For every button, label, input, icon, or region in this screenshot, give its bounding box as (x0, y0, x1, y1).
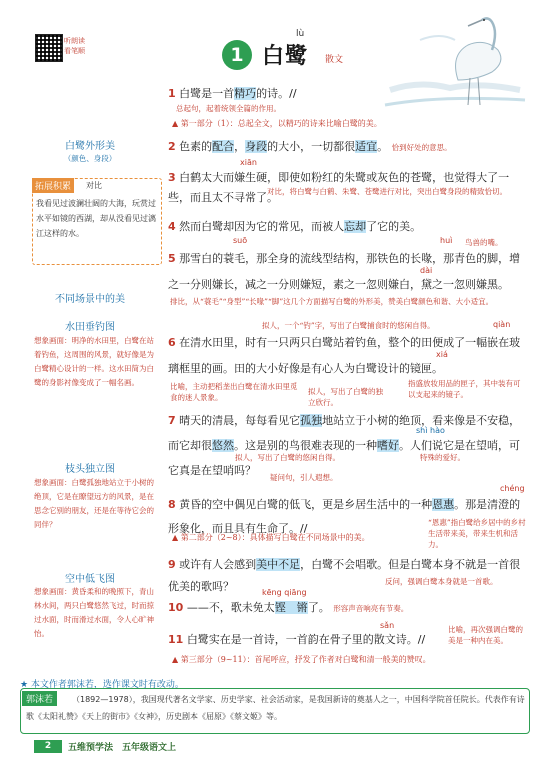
paragraph-number: 5 (168, 252, 176, 265)
paragraph-number: 11 (168, 633, 184, 646)
qr-caption (64, 36, 85, 56)
text: 的大小，一切都很 (267, 140, 356, 153)
scene3-note: 想象画面：黄昏柔和的晚照下，青山林水间，两只白鹭悠然飞过，时而掠过水面，时而滑过水面，令人心旷神怡。 (34, 587, 154, 638)
section-3-summary: ▲ 第三部分（9~11）：首尾呼应，抒发了作者对白鹭和清一般美的赞叹。 (172, 655, 431, 664)
paragraph-5 (168, 246, 528, 298)
highlight: 孤独 (300, 414, 323, 427)
paragraph-7 (168, 408, 528, 483)
paragraph-number: 7 (168, 414, 176, 427)
annotation-p5-hui: 鸟兽的嘴。 (465, 238, 503, 247)
text: 了它的美。 (366, 220, 422, 233)
scene1-heading: 水田垂钓图 (65, 322, 115, 333)
text: ——不，歌未免太 (186, 601, 275, 614)
author-bio-text: （1892—1978），我国现代著名文学家、历史学家、社会活动家，是我国新诗的奠基人之一，中国科学院首任院长。代表作有诗歌《太阳礼赞》《天上的街市》《女神》，历史剧本《屈原》《蔡文姬》等。 (26, 695, 525, 721)
text: 色素的 (179, 140, 213, 153)
appearance-heading: 白鹭外形美 (65, 141, 115, 152)
highlight: 身段 (245, 140, 268, 153)
scene3-heading: 空中低飞图 (65, 574, 115, 585)
appearance-subheading: （颜色、身段） (63, 154, 117, 163)
paragraph-2 (168, 138, 528, 155)
paragraph-11 (168, 631, 438, 648)
pinyin-p6-qian: qiàn (493, 320, 511, 329)
annotation-p6-left: 比喻，主动把稻垄出白鹭在清水田里觅食的迷人景象。 (170, 382, 298, 402)
paragraph-number: 8 (168, 498, 176, 511)
genre-label: 散文 (325, 55, 344, 65)
text: 黄昏的空中偶见白鹭的低飞，更是乡居生活中的一种 (179, 498, 433, 511)
text: 。这是别的鸟很难表现的一种 (234, 439, 377, 452)
text: 白鹭是一首 (179, 87, 235, 100)
qr-caption-strokes: 看笔顺 (64, 47, 85, 55)
text: 那雪白的蓑毛，那全身的流线型结构，那铁色的长喙，那青色的脚，增之一分则嫌长，减之一分则嫌短，素之一忽则嫌白，黛之一忽则嫌黑。 (168, 252, 521, 291)
highlight: 恩惠 (432, 498, 455, 511)
section-2-summary: ▲ 第二部分（2~8）：具体描写白鹭在不同场景中的美。 (172, 533, 370, 542)
annotation-p10: 形容声音响亮有节奏。 (333, 604, 409, 613)
annotation-p1: 总起句，起着统领全篇的作用。 (176, 104, 281, 113)
text: 在清水田里，时有一只两只白鹭站着钓鱼，整个的田便成了一幅嵌在玻璃框里的画。田的大小好像是有心人为白鹭设计的镜匣。 (168, 336, 521, 375)
pinyin-p10: kēng qiāng (262, 588, 307, 597)
annotation-p5: 排比，从“蓑毛”“身型”“长喙”“脚”这几个方面描写白鹭的外形美，赞美白鹭颜色和谐、大小适宜。 (170, 297, 494, 306)
text: 白鹭实在是一首诗，一首韵在骨子里的散文诗。// (186, 633, 426, 646)
author-note: ★ 本文作者郭沫若，选作课文时有改动。 (20, 680, 184, 690)
highlight: 精巧 (234, 87, 257, 100)
scene1-note: 想象画面：明净的水田里，白鹭在站着钓鱼，这周围的风景，就好像是为白鹭精心设计的一样。这水田简为白鹭的身影衬像变成了一幅名画。 (34, 336, 154, 387)
extension-subtitle: 对比 (86, 181, 102, 190)
pinyin-p7: shì hào (416, 426, 445, 435)
text: 晴天的清晨，每每看见它 (179, 414, 301, 427)
annotation-p7-question: 疑问句，引人遐想。 (270, 473, 338, 482)
highlight: 嗜好 (377, 439, 399, 452)
highlight: 铿 锵 (274, 601, 308, 614)
annotation-p9: 反问，强调白鹭本身就是一首歌。 (385, 577, 498, 586)
qr-caption-listen: 听朗读 (64, 37, 85, 45)
text: 。人们说它是在望哨，可它真是在望哨吗？ (168, 439, 520, 477)
annotation-p2: 恰到好处的意思。 (391, 143, 452, 152)
pinyin-p5-hui: huì (440, 236, 453, 245)
text: 白鹤太大而嫌生硬，即使如粉红的朱鹭或灰色的苍鹭，也觉得大了一些，而且太不寻常了。 (168, 171, 510, 204)
paragraph-number: 4 (168, 220, 176, 233)
paragraph-number: 10 (168, 601, 184, 614)
paragraph-10 (168, 599, 528, 616)
pinyin-p8: chéng (500, 484, 525, 493)
paragraph-1 (168, 85, 528, 102)
page-number: 2 (34, 740, 62, 753)
footer-title: 五维预学法 五年级语文上 (68, 743, 177, 753)
lesson-number-badge: 1 (222, 40, 252, 70)
pinyin-p3: xiān (240, 158, 257, 167)
text: ， (234, 140, 246, 153)
extension-tag: 拓展积累 (32, 178, 74, 193)
scene2-note: 想象画面：白鹭孤独地站立于小树的绝顶，它是在瞭望远方的风景，是在思念它别的朋友，还是在等待它会的同伴？ (34, 478, 154, 529)
text: 地站立于小树的绝顶，看来像是不安稳，而它却很 (168, 414, 521, 452)
annotation-p11: 比喻，再次强调白鹭的美是一种内在美。 (448, 625, 523, 645)
page-title: 白鹭 (262, 44, 309, 69)
text: 或许有人会感到 (179, 558, 257, 571)
paragraph-number: 9 (168, 558, 176, 571)
paragraph-number: 3 (168, 171, 176, 184)
section-1-summary: ▲ 第一部分（1）：总起全文，以精巧的诗来比喻白鹭的美。 (172, 119, 382, 128)
author-bio-tag: 郭沫若 (22, 691, 57, 706)
pinyin-p6-xia: xiá (436, 350, 448, 359)
pinyin-p5-suo: suō (233, 236, 248, 245)
annotation-p6-right: 指盛放妆用品的匣子，其中装有可以支起来的镜子。 (408, 379, 521, 399)
text: 的诗。// (256, 87, 297, 100)
qr-code[interactable] (35, 34, 63, 62)
text: 了。 (307, 601, 330, 614)
paragraph-number: 2 (168, 140, 176, 153)
text: ，白鹭不会唱歌。但是白鹭本身不就是一首很优美的歌吗？ (168, 558, 521, 593)
title-pinyin: lù (296, 29, 305, 39)
annotation-p3: 对比，将白鹭与白鹤、朱鹭、苍鹭进行对比，突出白鹭身段的精致恰切。 (267, 187, 507, 196)
highlight: 悠然 (212, 439, 234, 452)
annotation-p8: “恩惠”指白鹭给乡居中的乡村生活带来美，带来生机和活力。 (428, 518, 526, 549)
paragraph-number: 6 (168, 336, 176, 349)
text: 。那是清澄的形象化，而且具有生命了。// (168, 498, 521, 535)
paragraph-number: 1 (168, 87, 176, 100)
annotation-p7-bottom: 拟人，写出了白鹭的悠闲自得。 (235, 453, 340, 462)
annotation-p7-right: 特殊的爱好。 (420, 453, 465, 462)
text: 。 (377, 140, 389, 153)
paragraph-6 (168, 330, 528, 382)
highlight: 适宜 (355, 140, 378, 153)
highlight: 忘却 (344, 220, 367, 233)
paragraph-4 (168, 218, 528, 235)
pinyin-p5-dai: dài (420, 266, 433, 275)
highlight: 美中不足 (256, 558, 301, 571)
highlight: 配合 (212, 140, 235, 153)
scenes-heading: 不同场景中的美 (55, 294, 125, 305)
pinyin-p11: sǎn (380, 621, 395, 630)
text: 然而白鹭却因为它的常见，而被人 (179, 220, 345, 233)
scene2-heading: 枝头独立图 (65, 464, 115, 475)
extension-body: 我看见过波澜壮阔的大海，玩赏过水平如镜的西湖，却从没看见过漓江这样的水。 (36, 199, 156, 238)
annotation-p6-mid: 拟人，写出了白鹭的独立欣行。 (308, 387, 383, 407)
annotation-p6-top: 拟人，一个“钓”字，写出了白鹭捕食时的悠闲自得。 (262, 321, 435, 330)
